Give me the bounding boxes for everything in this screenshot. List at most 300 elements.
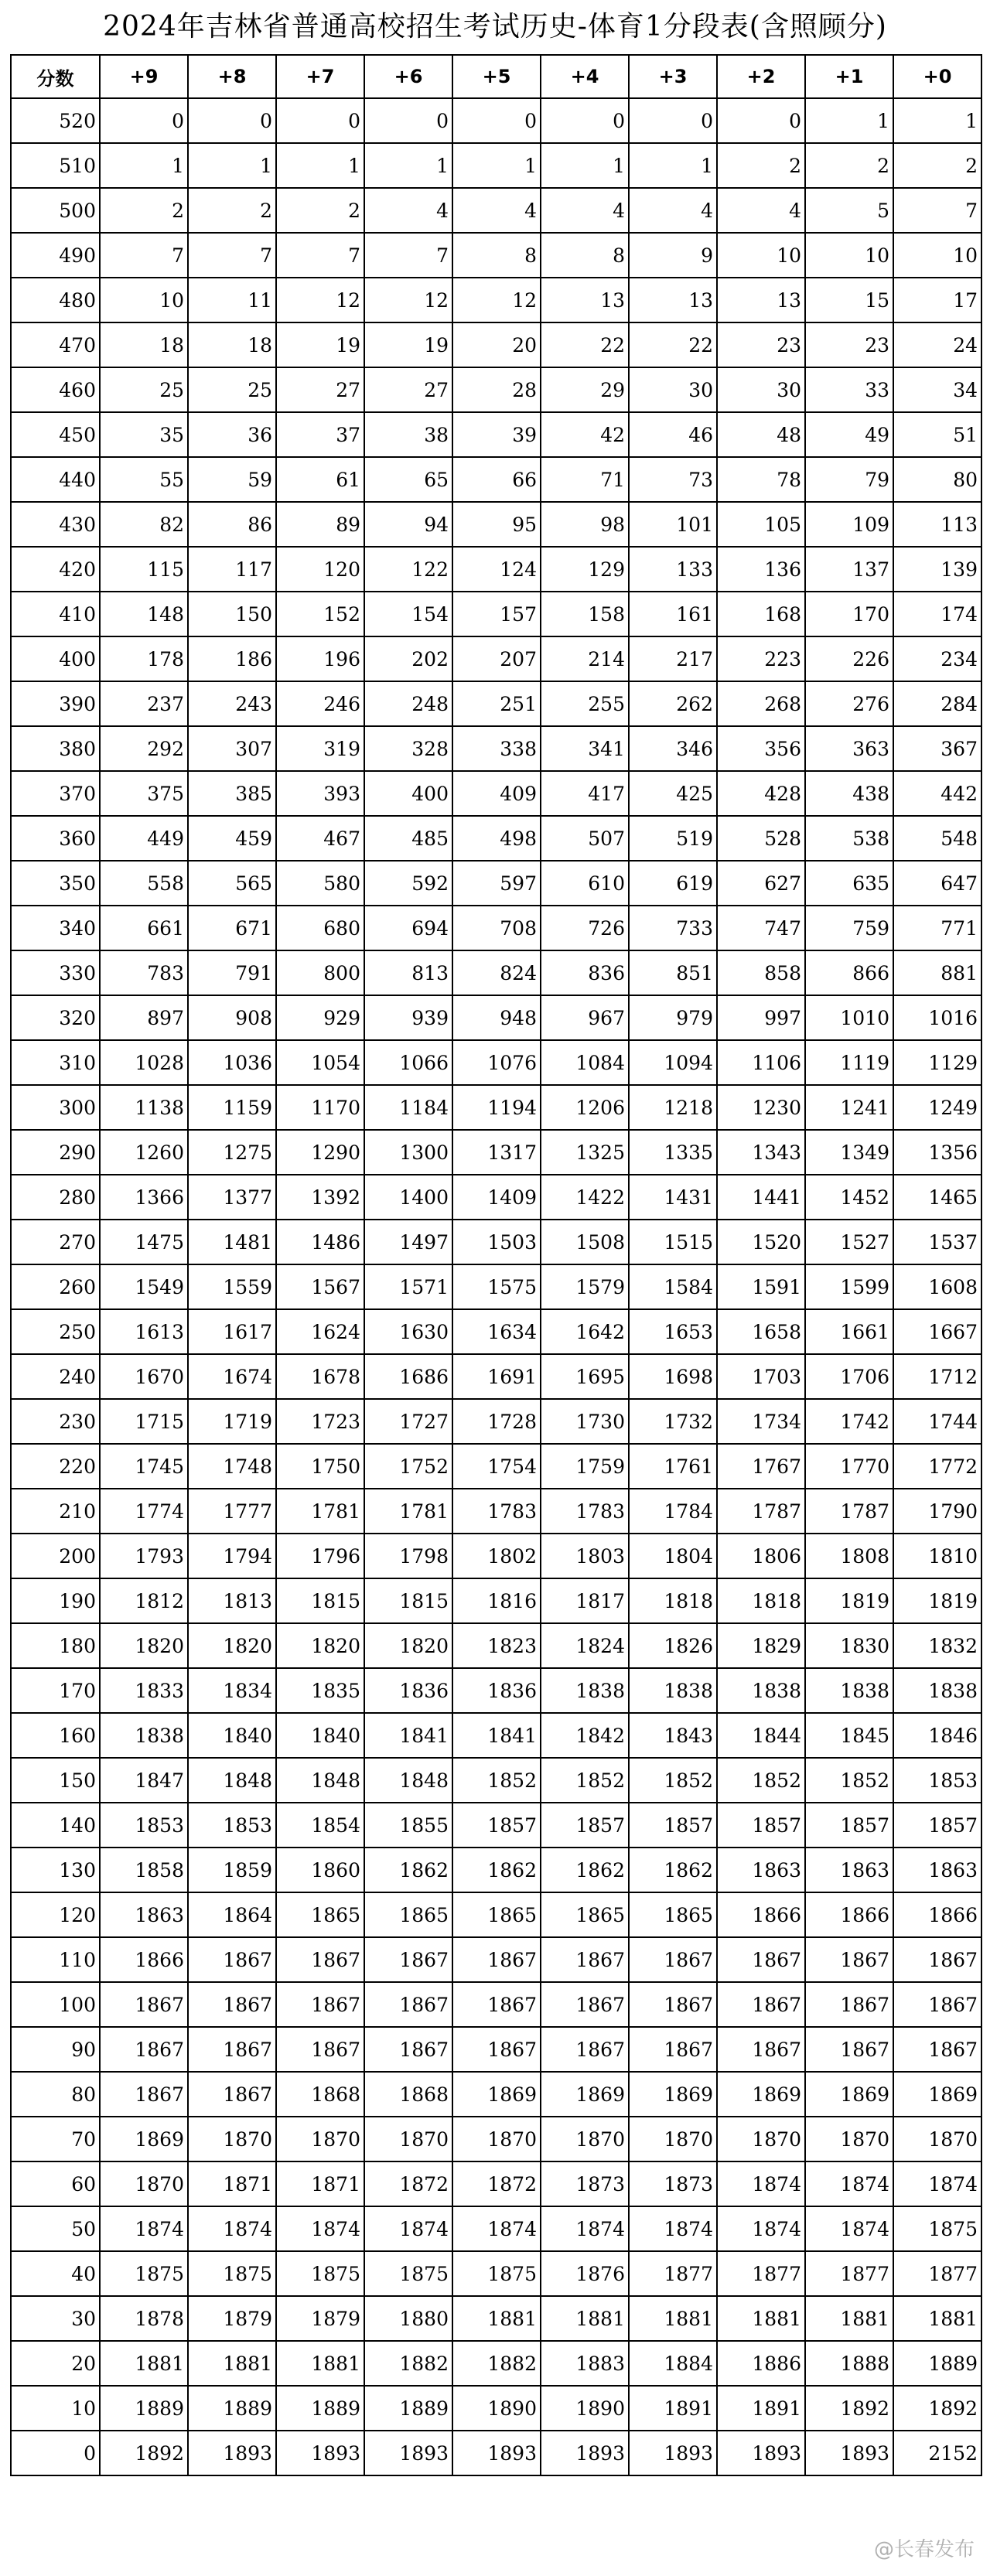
count-cell: 0 — [541, 98, 629, 143]
count-cell: 1734 — [717, 1399, 805, 1444]
count-cell: 51 — [893, 412, 981, 457]
count-cell: 1767 — [717, 1444, 805, 1489]
count-cell: 1869 — [452, 2072, 541, 2117]
count-cell: 86 — [188, 502, 276, 547]
count-cell: 2 — [276, 188, 364, 233]
count-cell: 0 — [188, 98, 276, 143]
count-cell: 558 — [100, 861, 188, 906]
count-cell: 1876 — [541, 2251, 629, 2296]
count-cell: 1862 — [541, 1848, 629, 1892]
header-bonus: +7 — [276, 55, 364, 98]
count-cell: 1865 — [364, 1892, 452, 1937]
count-cell: 2 — [717, 143, 805, 188]
count-cell: 1893 — [805, 2431, 893, 2475]
count-cell: 1475 — [100, 1220, 188, 1264]
count-cell: 1816 — [452, 1578, 541, 1623]
count-cell: 375 — [100, 771, 188, 816]
score-cell: 280 — [11, 1175, 100, 1220]
count-cell: 22 — [629, 322, 717, 367]
count-cell: 78 — [717, 457, 805, 502]
count-cell: 1703 — [717, 1354, 805, 1399]
count-cell: 1260 — [100, 1130, 188, 1175]
count-cell: 12 — [364, 278, 452, 322]
count-cell: 1871 — [188, 2161, 276, 2206]
count-cell: 1889 — [188, 2386, 276, 2431]
count-cell: 356 — [717, 726, 805, 771]
count-cell: 1879 — [276, 2296, 364, 2341]
count-cell: 1867 — [541, 1982, 629, 2027]
count-cell: 1812 — [100, 1578, 188, 1623]
count-cell: 1630 — [364, 1309, 452, 1354]
count-cell: 7 — [188, 233, 276, 278]
table-row — [11, 322, 981, 367]
count-cell: 1862 — [452, 1848, 541, 1892]
header-bonus: +4 — [541, 55, 629, 98]
count-cell: 12 — [452, 278, 541, 322]
count-cell: 1770 — [805, 1444, 893, 1489]
count-cell: 1844 — [717, 1713, 805, 1758]
count-cell: 1872 — [452, 2161, 541, 2206]
count-cell: 783 — [100, 950, 188, 995]
count-cell: 1840 — [188, 1713, 276, 1758]
count-cell: 1874 — [717, 2206, 805, 2251]
count-cell: 800 — [276, 950, 364, 995]
count-cell: 1138 — [100, 1085, 188, 1130]
count-cell: 7 — [893, 188, 981, 233]
count-cell: 393 — [276, 771, 364, 816]
count-cell: 1608 — [893, 1264, 981, 1309]
count-cell: 1392 — [276, 1175, 364, 1220]
count-cell: 243 — [188, 681, 276, 726]
count-cell: 1290 — [276, 1130, 364, 1175]
count-cell: 1719 — [188, 1399, 276, 1444]
score-cell: 260 — [11, 1264, 100, 1309]
score-cell: 60 — [11, 2161, 100, 2206]
count-cell: 1880 — [364, 2296, 452, 2341]
table-row — [11, 1085, 981, 1130]
count-cell: 1867 — [893, 2027, 981, 2072]
table-row — [11, 2431, 981, 2475]
score-cell: 380 — [11, 726, 100, 771]
count-cell: 268 — [717, 681, 805, 726]
count-cell: 1300 — [364, 1130, 452, 1175]
count-cell: 1867 — [452, 2027, 541, 2072]
count-cell: 1698 — [629, 1354, 717, 1399]
count-cell: 1230 — [717, 1085, 805, 1130]
count-cell: 367 — [893, 726, 981, 771]
count-cell: 18 — [188, 322, 276, 367]
count-cell: 1515 — [629, 1220, 717, 1264]
count-cell: 1830 — [805, 1623, 893, 1668]
count-cell: 1 — [100, 143, 188, 188]
count-cell: 1889 — [276, 2386, 364, 2431]
count-cell: 1877 — [717, 2251, 805, 2296]
score-cell: 150 — [11, 1758, 100, 1803]
count-cell: 1875 — [364, 2251, 452, 2296]
count-cell: 1441 — [717, 1175, 805, 1220]
count-cell: 248 — [364, 681, 452, 726]
count-cell: 1571 — [364, 1264, 452, 1309]
count-cell: 1802 — [452, 1534, 541, 1578]
table-row — [11, 2072, 981, 2117]
count-cell: 1787 — [805, 1489, 893, 1534]
count-cell: 1874 — [629, 2206, 717, 2251]
count-cell: 1836 — [364, 1668, 452, 1713]
count-cell: 858 — [717, 950, 805, 995]
count-cell: 65 — [364, 457, 452, 502]
count-cell: 1870 — [364, 2117, 452, 2161]
count-cell: 19 — [364, 322, 452, 367]
score-cell: 320 — [11, 995, 100, 1040]
count-cell: 34 — [893, 367, 981, 412]
table-row — [11, 1848, 981, 1892]
count-cell: 1129 — [893, 1040, 981, 1085]
count-cell: 1867 — [805, 1937, 893, 1982]
count-cell: 237 — [100, 681, 188, 726]
count-cell: 1624 — [276, 1309, 364, 1354]
count-cell: 1870 — [276, 2117, 364, 2161]
count-cell: 1824 — [541, 1623, 629, 1668]
count-cell: 548 — [893, 816, 981, 861]
count-cell: 1867 — [188, 2072, 276, 2117]
header-bonus: +2 — [717, 55, 805, 98]
count-cell: 133 — [629, 547, 717, 592]
count-cell: 694 — [364, 906, 452, 950]
count-cell: 1241 — [805, 1085, 893, 1130]
count-cell: 1867 — [717, 2027, 805, 2072]
count-cell: 1869 — [717, 2072, 805, 2117]
count-cell: 1813 — [188, 1578, 276, 1623]
score-cell: 10 — [11, 2386, 100, 2431]
count-cell: 1695 — [541, 1354, 629, 1399]
table-row — [11, 1444, 981, 1489]
count-cell: 1870 — [717, 2117, 805, 2161]
count-cell: 0 — [100, 98, 188, 143]
count-cell: 1869 — [541, 2072, 629, 2117]
count-cell: 82 — [100, 502, 188, 547]
count-cell: 1808 — [805, 1534, 893, 1578]
count-cell: 1642 — [541, 1309, 629, 1354]
count-cell: 1879 — [188, 2296, 276, 2341]
count-cell: 1674 — [188, 1354, 276, 1399]
count-cell: 105 — [717, 502, 805, 547]
score-cell: 470 — [11, 322, 100, 367]
count-cell: 1206 — [541, 1085, 629, 1130]
count-cell: 109 — [805, 502, 893, 547]
header-bonus: +6 — [364, 55, 452, 98]
count-cell: 1867 — [717, 1937, 805, 1982]
count-cell: 1774 — [100, 1489, 188, 1534]
count-cell: 1481 — [188, 1220, 276, 1264]
count-cell: 1848 — [188, 1758, 276, 1803]
count-cell: 39 — [452, 412, 541, 457]
count-cell: 1870 — [893, 2117, 981, 2161]
count-cell: 292 — [100, 726, 188, 771]
count-cell: 1869 — [629, 2072, 717, 2117]
count-cell: 89 — [276, 502, 364, 547]
count-cell: 1275 — [188, 1130, 276, 1175]
count-cell: 1867 — [717, 1982, 805, 2027]
count-cell: 1866 — [717, 1892, 805, 1937]
count-cell: 1867 — [276, 1937, 364, 1982]
count-cell: 30 — [629, 367, 717, 412]
count-cell: 1452 — [805, 1175, 893, 1220]
count-cell: 363 — [805, 726, 893, 771]
count-cell: 1867 — [364, 1982, 452, 2027]
count-cell: 851 — [629, 950, 717, 995]
count-cell: 1867 — [541, 2027, 629, 2072]
count-cell: 1886 — [717, 2341, 805, 2386]
count-cell: 1881 — [629, 2296, 717, 2341]
count-cell: 4 — [452, 188, 541, 233]
count-cell: 1335 — [629, 1130, 717, 1175]
score-cell: 210 — [11, 1489, 100, 1534]
table-row — [11, 1713, 981, 1758]
count-cell: 1170 — [276, 1085, 364, 1130]
count-cell: 1874 — [541, 2206, 629, 2251]
count-cell: 66 — [452, 457, 541, 502]
table-row — [11, 1758, 981, 1803]
score-cell: 510 — [11, 143, 100, 188]
count-cell: 1884 — [629, 2341, 717, 2386]
count-cell: 1826 — [629, 1623, 717, 1668]
count-cell: 1893 — [629, 2431, 717, 2475]
count-cell: 1366 — [100, 1175, 188, 1220]
count-cell: 1486 — [276, 1220, 364, 1264]
table-row — [11, 233, 981, 278]
count-cell: 101 — [629, 502, 717, 547]
count-cell: 1893 — [364, 2431, 452, 2475]
count-cell: 98 — [541, 502, 629, 547]
count-cell: 1867 — [629, 1937, 717, 1982]
count-cell: 1036 — [188, 1040, 276, 1085]
count-cell: 1868 — [364, 2072, 452, 2117]
count-cell: 417 — [541, 771, 629, 816]
count-cell: 1870 — [452, 2117, 541, 2161]
count-cell: 1325 — [541, 1130, 629, 1175]
count-cell: 170 — [805, 592, 893, 636]
table-row — [11, 1220, 981, 1264]
count-cell: 158 — [541, 592, 629, 636]
count-cell: 1 — [893, 98, 981, 143]
count-cell: 1867 — [188, 1982, 276, 2027]
count-cell: 202 — [364, 636, 452, 681]
count-cell: 967 — [541, 995, 629, 1040]
count-cell: 1843 — [629, 1713, 717, 1758]
count-cell: 997 — [717, 995, 805, 1040]
count-cell: 1875 — [188, 2251, 276, 2296]
count-cell: 1865 — [629, 1892, 717, 1937]
count-cell: 1772 — [893, 1444, 981, 1489]
count-cell: 1893 — [452, 2431, 541, 2475]
count-cell: 1840 — [276, 1713, 364, 1758]
count-cell: 1591 — [717, 1264, 805, 1309]
count-cell: 1579 — [541, 1264, 629, 1309]
count-cell: 1881 — [452, 2296, 541, 2341]
count-cell: 80 — [893, 457, 981, 502]
score-cell: 450 — [11, 412, 100, 457]
count-cell: 1883 — [541, 2341, 629, 2386]
count-cell: 262 — [629, 681, 717, 726]
count-cell: 1 — [276, 143, 364, 188]
table-row — [11, 1130, 981, 1175]
table-row — [11, 1309, 981, 1354]
count-cell: 1893 — [276, 2431, 364, 2475]
count-cell: 1858 — [100, 1848, 188, 1892]
count-cell: 136 — [717, 547, 805, 592]
table-row — [11, 2161, 981, 2206]
count-cell: 1881 — [805, 2296, 893, 2341]
table-row — [11, 1175, 981, 1220]
count-cell: 1865 — [452, 1892, 541, 1937]
count-cell: 1891 — [717, 2386, 805, 2431]
table-row — [11, 950, 981, 995]
count-cell: 1781 — [364, 1489, 452, 1534]
count-cell: 1891 — [629, 2386, 717, 2431]
count-cell: 1881 — [893, 2296, 981, 2341]
count-cell: 25 — [100, 367, 188, 412]
count-cell: 196 — [276, 636, 364, 681]
count-cell: 2152 — [893, 2431, 981, 2475]
count-cell: 726 — [541, 906, 629, 950]
count-cell: 1820 — [188, 1623, 276, 1668]
score-cell: 310 — [11, 1040, 100, 1085]
count-cell: 1818 — [717, 1578, 805, 1623]
count-cell: 1859 — [188, 1848, 276, 1892]
count-cell: 341 — [541, 726, 629, 771]
count-cell: 881 — [893, 950, 981, 995]
count-cell: 20 — [452, 322, 541, 367]
count-cell: 507 — [541, 816, 629, 861]
count-cell: 459 — [188, 816, 276, 861]
count-cell: 1865 — [541, 1892, 629, 1937]
count-cell: 1853 — [188, 1803, 276, 1848]
count-cell: 178 — [100, 636, 188, 681]
count-cell: 1249 — [893, 1085, 981, 1130]
count-cell: 1852 — [541, 1758, 629, 1803]
count-cell: 1867 — [276, 2027, 364, 2072]
count-cell: 1841 — [452, 1713, 541, 1758]
score-cell: 130 — [11, 1848, 100, 1892]
count-cell: 929 — [276, 995, 364, 1040]
count-cell: 1882 — [364, 2341, 452, 2386]
count-cell: 5 — [805, 188, 893, 233]
count-cell: 1874 — [717, 2161, 805, 2206]
table-row — [11, 502, 981, 547]
count-cell: 1817 — [541, 1578, 629, 1623]
count-cell: 10 — [100, 278, 188, 322]
count-cell: 1670 — [100, 1354, 188, 1399]
count-cell: 528 — [717, 816, 805, 861]
count-cell: 1833 — [100, 1668, 188, 1713]
count-cell: 647 — [893, 861, 981, 906]
count-cell: 400 — [364, 771, 452, 816]
count-cell: 94 — [364, 502, 452, 547]
count-cell: 1867 — [100, 2027, 188, 2072]
count-cell: 28 — [452, 367, 541, 412]
score-cell: 100 — [11, 1982, 100, 2027]
count-cell: 1742 — [805, 1399, 893, 1444]
count-cell: 1882 — [452, 2341, 541, 2386]
table-row — [11, 1489, 981, 1534]
count-cell: 1853 — [893, 1758, 981, 1803]
score-cell: 170 — [11, 1668, 100, 1713]
count-cell: 61 — [276, 457, 364, 502]
count-cell: 33 — [805, 367, 893, 412]
count-cell: 1661 — [805, 1309, 893, 1354]
count-cell: 771 — [893, 906, 981, 950]
count-cell: 1860 — [276, 1848, 364, 1892]
count-cell: 1838 — [717, 1668, 805, 1713]
score-cell: 40 — [11, 2251, 100, 2296]
score-cell: 240 — [11, 1354, 100, 1399]
count-cell: 1832 — [893, 1623, 981, 1668]
count-cell: 1845 — [805, 1713, 893, 1758]
count-cell: 284 — [893, 681, 981, 726]
table-row — [11, 861, 981, 906]
count-cell: 1076 — [452, 1040, 541, 1085]
table-row — [11, 906, 981, 950]
count-cell: 1575 — [452, 1264, 541, 1309]
count-cell: 1691 — [452, 1354, 541, 1399]
score-cell: 290 — [11, 1130, 100, 1175]
count-cell: 338 — [452, 726, 541, 771]
count-cell: 1194 — [452, 1085, 541, 1130]
count-cell: 1728 — [452, 1399, 541, 1444]
count-cell: 1862 — [364, 1848, 452, 1892]
count-cell: 1777 — [188, 1489, 276, 1534]
count-cell: 150 — [188, 592, 276, 636]
count-cell: 1867 — [893, 1937, 981, 1982]
count-cell: 1881 — [188, 2341, 276, 2386]
count-cell: 8 — [541, 233, 629, 278]
count-cell: 1892 — [100, 2431, 188, 2475]
count-cell: 449 — [100, 816, 188, 861]
count-cell: 1867 — [364, 1937, 452, 1982]
count-cell: 1599 — [805, 1264, 893, 1309]
score-cell: 200 — [11, 1534, 100, 1578]
count-cell: 1678 — [276, 1354, 364, 1399]
count-cell: 55 — [100, 457, 188, 502]
count-cell: 1881 — [541, 2296, 629, 2341]
count-cell: 1016 — [893, 995, 981, 1040]
count-cell: 13 — [541, 278, 629, 322]
count-cell: 1823 — [452, 1623, 541, 1668]
count-cell: 1867 — [452, 1982, 541, 2027]
count-cell: 1870 — [805, 2117, 893, 2161]
count-cell: 4 — [717, 188, 805, 233]
count-cell: 1727 — [364, 1399, 452, 1444]
count-cell: 1520 — [717, 1220, 805, 1264]
count-cell: 1815 — [364, 1578, 452, 1623]
count-cell: 174 — [893, 592, 981, 636]
table-row — [11, 1399, 981, 1444]
count-cell: 1863 — [893, 1848, 981, 1892]
count-cell: 538 — [805, 816, 893, 861]
count-cell: 836 — [541, 950, 629, 995]
count-cell: 1854 — [276, 1803, 364, 1848]
count-cell: 1869 — [100, 2117, 188, 2161]
count-cell: 2 — [188, 188, 276, 233]
count-cell: 1527 — [805, 1220, 893, 1264]
count-cell: 35 — [100, 412, 188, 457]
count-cell: 234 — [893, 636, 981, 681]
count-cell: 1761 — [629, 1444, 717, 1489]
count-cell: 627 — [717, 861, 805, 906]
count-cell: 1874 — [893, 2161, 981, 2206]
table-row — [11, 143, 981, 188]
count-cell: 0 — [364, 98, 452, 143]
